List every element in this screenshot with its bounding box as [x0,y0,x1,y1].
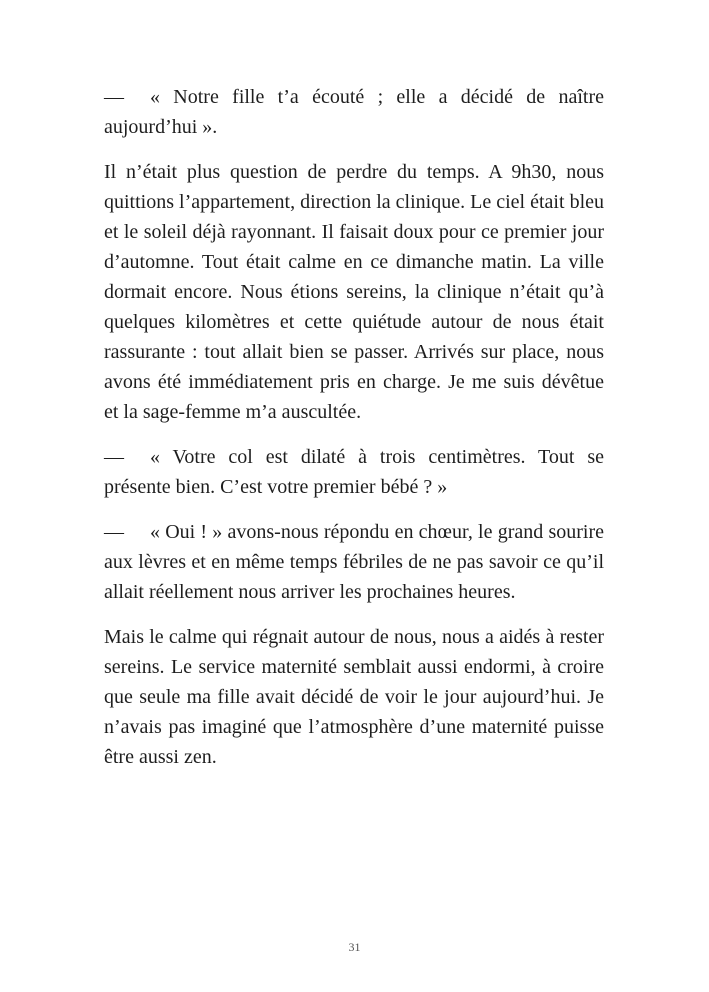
paragraph-text: Mais le calme qui régnait autour de nous, nous a aidés à rester sereins. Le service maternité semblait aussi endormi, à croire que seule ma fille avait décidé de voir le jour aujourd’hui. Je n’avais pas imaginé que l’atmosphère d’une maternité puisse être aussi zen. [104,626,604,768]
dialogue-dash: — [104,86,124,108]
paragraph-text: Il n’était plus question de perdre du temps. A 9h30, nous quittions l’appartement, direction la clinique. Le ciel était bleu et le soleil déjà rayonnant. Il faisait doux pour ce premier jour d’automne. Tout était calme en ce dimanche matin. La ville dormait encore. Nous étions sereins, la clinique n’était qu’à quelques kilomètres et cette quiétude autour de nous était rassurante : tout allait bien se passer. Arrivés sur place, nous avons été immédiatement pris en charge. Je me suis dévêtue et la sage-femme m’a auscultée. [104,161,604,423]
paragraph-text: « Notre fille t’a écouté ; elle a décidé de naître aujourd’hui ». [104,86,604,138]
dialogue-paragraph [104,82,604,142]
paragraph-text: « Votre col est dilaté à trois centimètres. Tout se présente bien. C’est votre premier bébé ? » [104,446,604,498]
paragraph-text: « Oui ! » avons-nous répondu en chœur, le grand sourire aux lèvres et en même temps fébriles de ne pas savoir ce qu’il allait réellement nous arriver les prochaines heures. [104,521,604,603]
dialogue-paragraph [104,442,604,502]
dialogue-dash: — [104,446,124,468]
narration-paragraph [104,622,604,772]
page-number: 31 [348,940,361,954]
dialogue-dash: — [104,521,124,543]
dialogue-paragraph [104,517,604,607]
narration-paragraph [104,157,604,427]
body-text [104,82,604,772]
